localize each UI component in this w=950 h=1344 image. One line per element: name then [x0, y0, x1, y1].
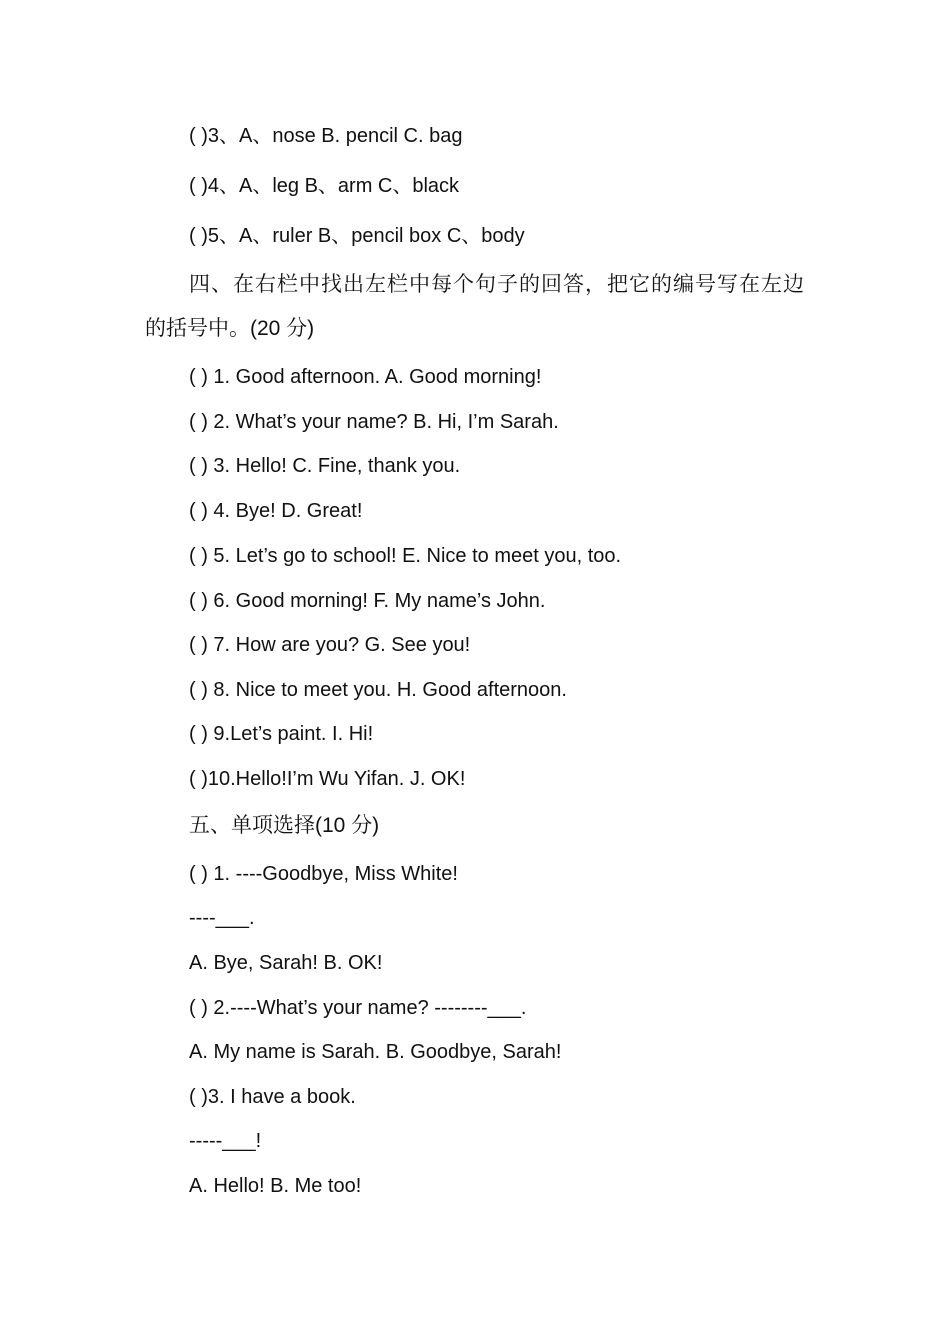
- choice-line: A. Bye, Sarah! B. OK!: [189, 952, 383, 974]
- choice-line: ( ) 1. ----Goodbye, Miss White!: [189, 863, 458, 885]
- question-4: ( )4、A、leg B、arm C、black: [189, 175, 460, 197]
- matching-item: ( ) 7. How are you? G. See you!: [189, 634, 471, 656]
- section-4-heading-line-1: 四、在右栏中找出左栏中每个句子的回答，把它的编号写在左边: [189, 273, 805, 296]
- section-5-heading: 五、单项选择(10 分): [189, 814, 380, 837]
- section-4-heading-line-2: 的括号中。(20 分): [145, 317, 315, 340]
- choice-line: -----___!: [189, 1130, 262, 1152]
- choice-line: ----___.: [189, 907, 255, 929]
- choice-line: A. My name is Sarah. B. Goodbye, Sarah!: [189, 1041, 562, 1063]
- matching-item: ( )10.Hello!I’m Wu Yifan. J. OK!: [189, 768, 466, 790]
- matching-item: ( ) 1. Good afternoon. A. Good morning!: [189, 366, 542, 388]
- choice-line: A. Hello! B. Me too!: [189, 1175, 362, 1197]
- matching-item: ( ) 5. Let’s go to school! E. Nice to meet you, too.: [189, 545, 622, 567]
- choice-line: ( ) 2.----What’s your name? --------___.: [189, 997, 527, 1019]
- matching-item: ( ) 6. Good morning! F. My name’s John.: [189, 590, 546, 612]
- question-5: ( )5、A、ruler B、pencil box C、body: [189, 225, 525, 247]
- question-3: ( )3、A、nose B. pencil C. bag: [189, 125, 463, 147]
- choice-line: ( )3. I have a book.: [189, 1086, 356, 1108]
- matching-item: ( ) 8. Nice to meet you. H. Good afternoon.: [189, 679, 567, 701]
- matching-item: ( ) 9.Let’s paint. I. Hi!: [189, 723, 374, 745]
- matching-item: ( ) 3. Hello! C. Fine, thank you.: [189, 455, 461, 477]
- matching-item: ( ) 4. Bye! D. Great!: [189, 500, 363, 522]
- matching-item: ( ) 2. What’s your name? B. Hi, I’m Sarah.: [189, 411, 559, 433]
